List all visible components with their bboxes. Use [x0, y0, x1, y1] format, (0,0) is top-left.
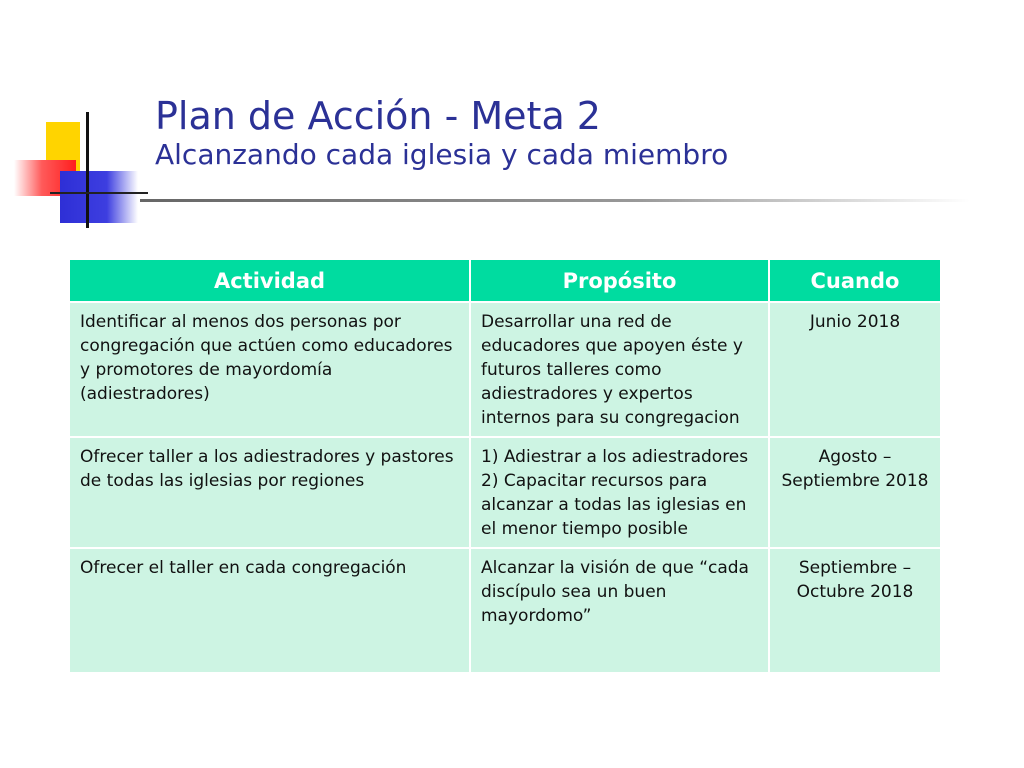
- cell-cuando: Septiembre – Octubre 2018: [769, 548, 941, 673]
- slide-title: Plan de Acción - Meta 2: [155, 94, 601, 138]
- logo-blue-square: [60, 171, 138, 223]
- cell-actividad: Identificar al menos dos personas por congregación que actúen como educadores y promotores de mayordomía (adiestradores): [69, 302, 470, 437]
- title-divider: [140, 199, 970, 202]
- header-cuando: Cuando: [769, 259, 941, 302]
- action-plan-table: [68, 258, 942, 674]
- cell-proposito: Desarrollar una red de educadores que apoyen éste y futuros talleres como adiestradores y expertos internos para su congregacion: [470, 302, 769, 437]
- logo-horizontal-line: [50, 192, 148, 194]
- cell-proposito: 1) Adiestrar a los adiestradores 2) Capacitar recursos para alcanzar a todas las iglesias en el menor tiempo posible: [470, 437, 769, 548]
- logo-vertical-line: [86, 112, 89, 228]
- cell-proposito: Alcanzar la visión de que “cada discípulo sea un buen mayordomo”: [470, 548, 769, 673]
- table-row: [69, 437, 941, 548]
- table-header-row: [69, 259, 941, 302]
- title-block: [155, 94, 728, 172]
- table-row: [69, 548, 941, 673]
- slide-logo-decoration: [0, 0, 150, 240]
- cell-actividad: Ofrecer el taller en cada congregación: [69, 548, 470, 673]
- slide-subtitle: Alcanzando cada iglesia y cada miembro: [155, 138, 729, 171]
- cell-actividad: Ofrecer taller a los adiestradores y pastores de todas las iglesias por regiones: [69, 437, 470, 548]
- table-row: [69, 302, 941, 437]
- cell-cuando: Agosto – Septiembre 2018: [769, 437, 941, 548]
- header-proposito: Propósito: [470, 259, 769, 302]
- cell-cuando: Junio 2018: [769, 302, 941, 437]
- header-actividad: Actividad: [69, 259, 470, 302]
